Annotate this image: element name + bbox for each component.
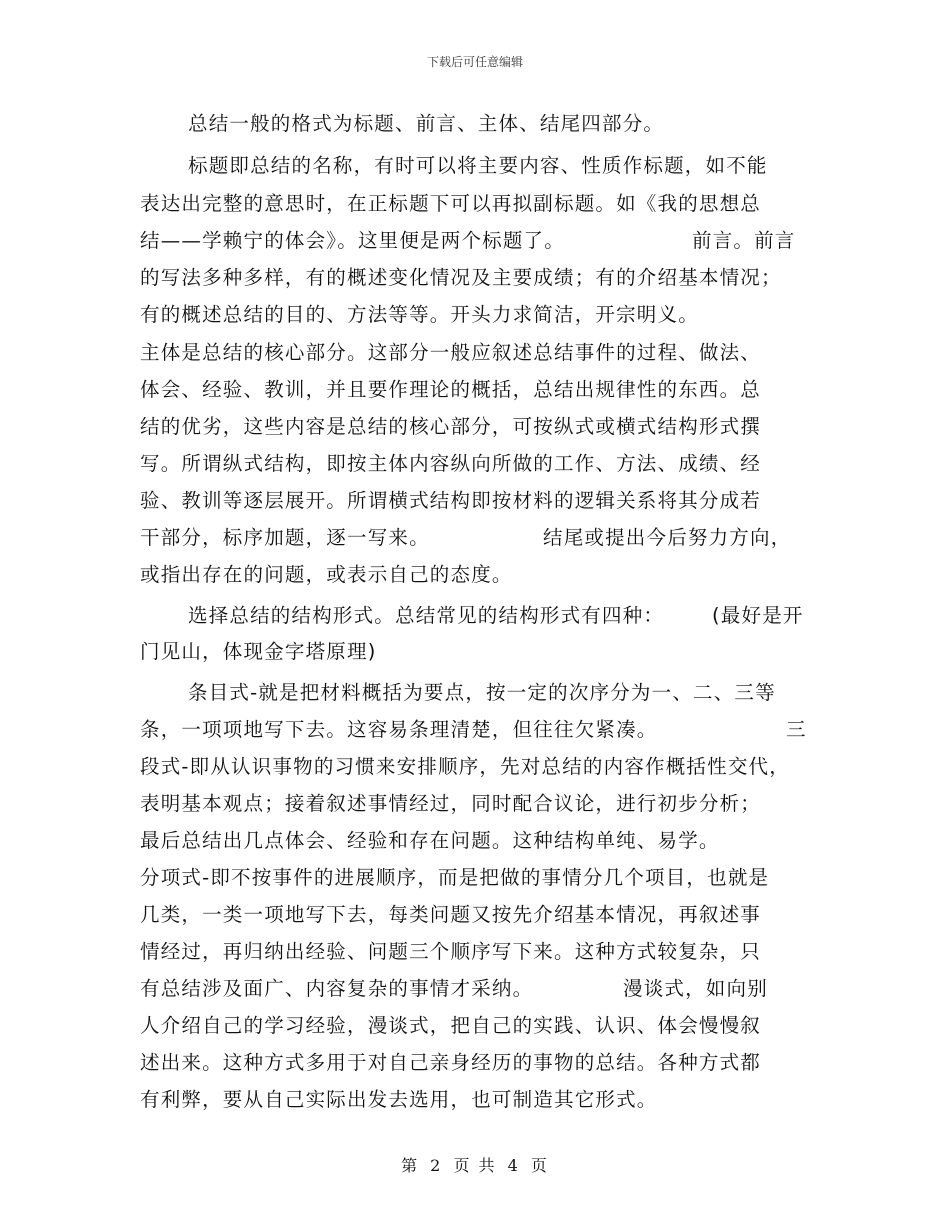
text-line: 有的概述总结的目的、方法等等。开头力求简洁，开宗明义。 bbox=[140, 303, 699, 326]
text-line: 三 bbox=[786, 718, 807, 741]
text-line: 门见山，体现金字塔原理) bbox=[140, 640, 377, 663]
text-line: 最后总结出几点体会、经验和存在问题。这种结构单纯、易学。 bbox=[140, 829, 720, 852]
text-line: 验、教训等逐层展开。所谓横式结构即按材料的逻辑关系将其分成若 bbox=[140, 489, 762, 512]
footer-suffix: 页 bbox=[530, 1156, 549, 1175]
text-line: 前言。前言 bbox=[692, 229, 796, 252]
page-footer bbox=[0, 1153, 950, 1176]
text-line: 人介绍自己的学习经验，漫谈式，把自己的实践、认识、体会慢慢叙 bbox=[140, 1014, 762, 1037]
text-line: 条，一项项地写下去。这容易条理清楚，但往往欠紧凑。 bbox=[140, 718, 658, 741]
text-line: 标题即总结的名称，有时可以将主要内容、性质作标题，如不能 bbox=[188, 154, 768, 177]
text-line: 主体是总结的核心部分。这部分一般应叙述总结事件的过程、做法、 bbox=[140, 341, 762, 364]
footer-total-pages: 4 bbox=[507, 1156, 520, 1175]
footer-middle: 页 共 bbox=[453, 1156, 497, 1175]
text-line: 分项式-即不按事件的进展顺序，而是把做的事情分几个项目，也就是 bbox=[140, 866, 770, 889]
text-line: 表达出完整的意思时，在正标题下可以再拟副标题。如《我的思想总 bbox=[140, 192, 762, 215]
text-line: 情经过，再归纳出经验、问题三个顺序写下来。这种方式较复杂，只 bbox=[140, 940, 762, 963]
text-line: 的写法多种多样，有的概述变化情况及主要成绩；有的介绍基本情况； bbox=[140, 266, 782, 289]
text-line: (最好是开 bbox=[712, 604, 804, 627]
text-line: 总结一般的格式为标题、前言、主体、结尾四部分。 bbox=[188, 112, 665, 135]
text-line: 结的优劣，这些内容是总结的核心部分，可按纵式或横式结构形式撰 bbox=[140, 415, 762, 438]
text-line: 段式-即从认识事物的习惯来安排顺序，先对总结的内容作概括性交代， bbox=[140, 755, 790, 778]
text-line: 选择总结的结构形式。总结常见的结构形式有四种： bbox=[188, 604, 665, 627]
text-line: 漫谈式，如向别 bbox=[623, 977, 768, 1000]
text-line: 述出来。这种方式多用于对自己亲身经历的事物的总结。各种方式都 bbox=[140, 1051, 762, 1074]
footer-prefix: 第 bbox=[401, 1156, 420, 1175]
text-line: 写。所谓纵式结构，即按主体内容纵向所做的工作、方法、成绩、经 bbox=[140, 452, 762, 475]
text-line: 几类，一类一项地写下去，每类问题又按先介绍基本情况，再叙述事 bbox=[140, 903, 762, 926]
text-line: 体会、经验、教训，并且要作理论的概括，总结出规律性的东西。总 bbox=[140, 378, 762, 401]
text-line: 条目式-就是把材料概括为要点，按一定的次序分为一、二、三等 bbox=[188, 681, 776, 704]
page-header: 下载后可任意编辑 bbox=[426, 55, 523, 69]
footer-page-number: 2 bbox=[430, 1156, 443, 1175]
text-line: 结尾或提出今后努力方向， bbox=[543, 526, 792, 549]
text-line: 表明基本观点；接着叙述事情经过，同时配合议论，进行初步分析； bbox=[140, 792, 762, 815]
text-line: 干部分，标序加题，逐一写来。 bbox=[140, 526, 430, 549]
text-line: 有总结涉及面广、内容复杂的事情才采纳。 bbox=[140, 977, 534, 1000]
text-line: 结——学赖宁的体会》。这里便是两个标题了。 bbox=[140, 229, 565, 252]
text-line: 有利弊，要从自己实际出发去选用，也可制造其它形式。 bbox=[140, 1088, 658, 1111]
text-line: 或指出存在的问题，或表示自己的态度。 bbox=[140, 563, 513, 586]
